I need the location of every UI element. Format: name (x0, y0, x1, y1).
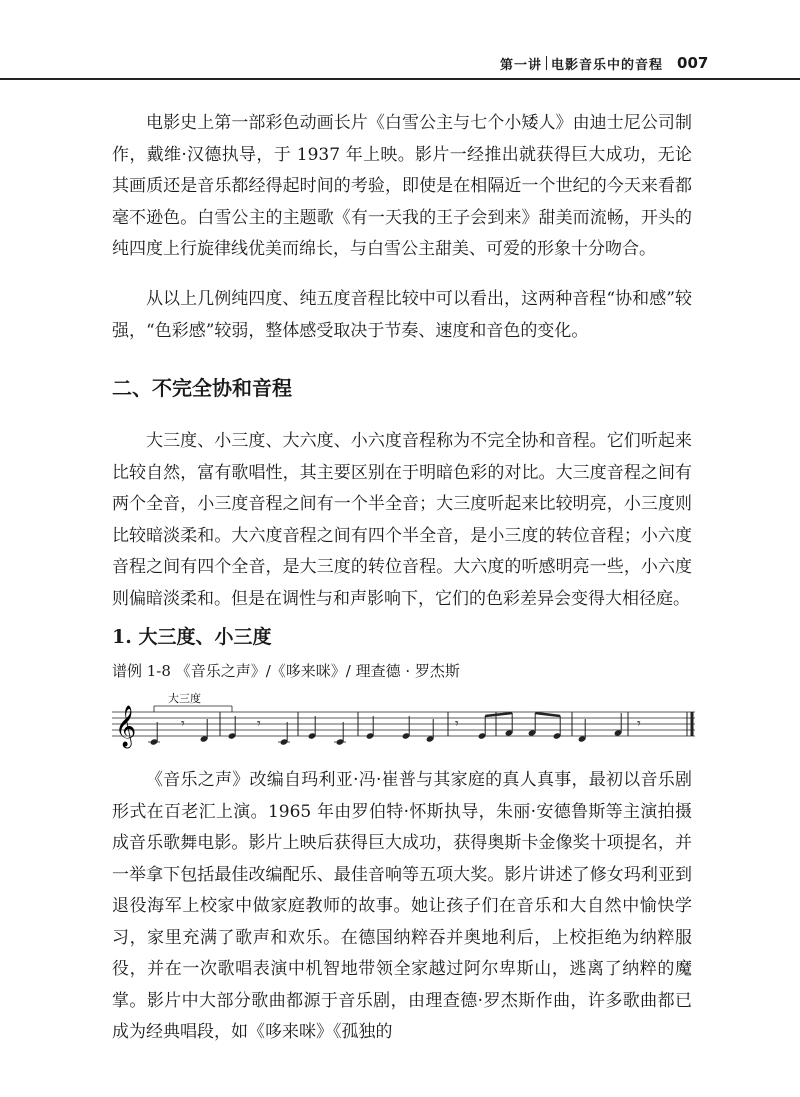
paragraph-summary: 从以上几例纯四度、纯五度音程比较中可以看出，这两种音程“协和感”较强，“色彩感”较弱，整体感受取决于节奏、速度和音色的变化。 (112, 289, 692, 341)
chapter-label: 第一讲 (500, 57, 543, 73)
section-heading: 二、不完全协和音程 (112, 376, 292, 400)
header-divider (546, 56, 547, 70)
subsection-heading: 1. 大三度、小三度 (112, 626, 272, 648)
section-title: 电影音乐中的音程 (551, 57, 664, 73)
note-beam (485, 713, 512, 716)
treble-clef-icon: 𝄞 (115, 706, 137, 747)
page-number: 007 (677, 54, 709, 72)
bracket-label: 大三度 (168, 692, 201, 705)
header-rule (0, 78, 800, 80)
example-caption: 谱例 1-8 《音乐之声》/《哆来咪》/ 理查德 · 罗杰斯 (112, 662, 460, 680)
eighth-rest-icon: 𝄾 (181, 716, 185, 732)
paragraph-sound-of-music: 《音乐之声》改编自玛利亚·冯·崔普与其家庭的真人真事，最初以音乐剧形式在百老汇上演。1965 年由罗伯特·怀斯执导，朱丽·安德鲁斯等主演拍摄成音乐歌舞电影。影片上映后获得巨大成功，获得奥斯卡金像奖十项提名，并一举拿下包括最佳改编配乐、最佳音响等五项大奖。影片讲述了修女玛利亚到退役海军上校家中做家庭教师的故事。她让孩子们在音乐和大自然中愉快学习，家里充满了歌声和欢乐。在德国纳粹吞并奥地利后，上校拒绝为纳粹服役，并在一次歌唱表演中机智地带领全家越过阿尔卑斯山，逃离了纳粹的魔掌。影片中大部分歌曲都源于音乐剧，由理查德·罗杰斯作曲，许多歌曲都已成为经典唱段，如《哆来咪》《孤独的 (112, 770, 692, 1042)
paragraph-imperfect-intervals: 大三度、小三度、大六度、小六度音程称为不完全协和音程。它们听起来比较自然，富有歌唱性，其主要区别在于明暗色彩的对比。大三度音程之间有两个全音，小三度音程之间有一个半全音；大三度听起来比较明亮，小三度则比较暗淡柔和。大六度音程之间有四个半全音，是小三度的转位音程；小六度音程之间有四个全音，是大三度的转位音程。大六度的听感明亮一些，小六度则偏暗淡柔和。但是在调性与和声影响下，它们的色彩差异会变得大相径庭。 (112, 431, 692, 609)
eighth-rest-icon: 𝄾 (257, 716, 261, 732)
eighth-rest-icon: 𝄾 (637, 716, 641, 732)
running-header (500, 52, 748, 74)
eighth-rest-icon: 𝄾 (455, 716, 459, 732)
note-beam (535, 713, 560, 716)
paragraph-snow-white: 电影史上第一部彩色动画长片《白雪公主与七个小矮人》由迪士尼公司制作，戴维·汉德执导，于 1937 年上映。影片一经推出就获得巨大成功，无论其画质还是音乐都经得起时间的考验，即使是在相隔近一个世纪的今天来看都毫不逊色。白雪公主的主题歌《有一天我的王子会到来》甜美而流畅，开头的纯四度上行旋律线优美而绵长，与白雪公主甜美、可爱的形象十分吻合。 (112, 113, 692, 259)
music-score (112, 690, 697, 750)
